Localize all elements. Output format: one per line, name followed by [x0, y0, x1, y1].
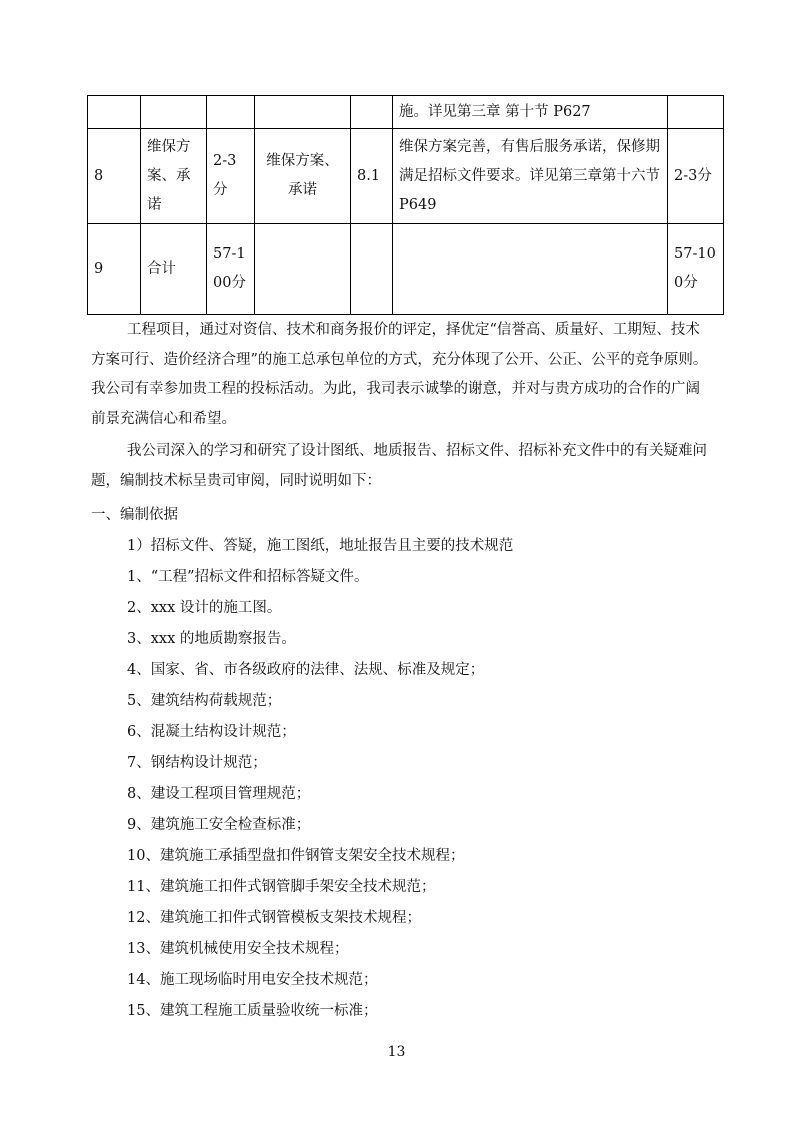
list-item: 8、建设工程项目管理规范； — [127, 786, 311, 802]
list-item: 3、xxx 的地质勘察报告。 — [127, 631, 296, 647]
table-cell: 维保方案、承诺 — [255, 129, 351, 224]
table-cell: 施。详见第三章 第十节 P627 — [393, 96, 668, 129]
table-cell: 2-3分 — [668, 129, 724, 224]
list-item: 14、施工现场临时用电安全技术规范； — [127, 972, 378, 988]
scoring-table — [87, 95, 724, 315]
table-cell — [255, 224, 351, 315]
table-cell: 维保方案完善，有售后服务承诺，保修期满足招标文件要求。详见第三章第十六节 P649 — [393, 129, 668, 224]
list-item: 13、建筑机械使用安全技术规程； — [127, 941, 349, 957]
table-cell: 合计 — [141, 224, 207, 315]
explanation-paragraph: 我公司深入的学习和研究了设计图纸、地质报告、招标文件、招标补充文件中的有关疑难问题，编制技术标呈贵司审阅，同时说明如下： — [91, 443, 707, 489]
list-item: 15、建筑工程施工质量验收统一标准； — [127, 1003, 378, 1019]
table-row — [88, 129, 724, 224]
table-cell: 8.1 — [351, 129, 393, 224]
table-cell — [351, 96, 393, 129]
table-cell: 9 — [88, 224, 141, 315]
list-item: 10、建筑施工承插型盘扣件钢管支架安全技术规程； — [127, 848, 465, 864]
table-cell: 2-3分 — [207, 129, 255, 224]
subsection-heading: 1）招标文件、答疑，施工图纸，地址报告且主要的技术规范 — [127, 538, 514, 554]
list-item: 6、混凝土结构设计规范； — [127, 724, 296, 740]
list-item: 11、建筑施工扣件式钢管脚手架安全技术规范； — [127, 879, 436, 895]
table-cell — [668, 96, 724, 129]
table-row — [88, 96, 724, 129]
table-cell — [393, 224, 668, 315]
list-item: 5、建筑结构荷载规范； — [127, 693, 282, 709]
list-item: 2、xxx 设计的施工图。 — [127, 600, 282, 616]
page-number: 13 — [387, 1044, 406, 1060]
table-cell — [207, 96, 255, 129]
list-item: 4、国家、省、市各级政府的法律、法规、标准及规定； — [127, 662, 485, 678]
table-row — [88, 224, 724, 315]
table-cell: 57-100分 — [207, 224, 255, 315]
section-heading: 一、编制依据 — [91, 507, 178, 523]
table-cell — [141, 96, 207, 129]
list-item: 7、钢结构设计规范； — [127, 755, 267, 771]
table-cell: 8 — [88, 129, 141, 224]
list-item: 1、“工程”招标文件和招标答疑文件。 — [127, 569, 369, 585]
list-item: 9、建筑施工安全检查标准； — [127, 817, 311, 833]
table-cell — [255, 96, 351, 129]
table-cell — [88, 96, 141, 129]
table-cell — [351, 224, 393, 315]
table-cell: 维保方案、承诺 — [141, 129, 207, 224]
list-item: 12、建筑施工扣件式钢管模板支架技术规程； — [127, 910, 421, 926]
table-cell: 57-100分 — [668, 224, 724, 315]
intro-paragraph: 工程项目，通过对资信、技术和商务报价的评定，择优定“信誉高、质量好、工期短、技术方案可行、造价经济合理”的施工总承包单位的方式，充分体现了公开、公正、公平的竞争原则。我公司有幸参加贵工程的投标活动。为此，我司表示诚挚的谢意，并对与贵方成功的合作的广阔前景充满信心和希望。 — [91, 322, 708, 427]
